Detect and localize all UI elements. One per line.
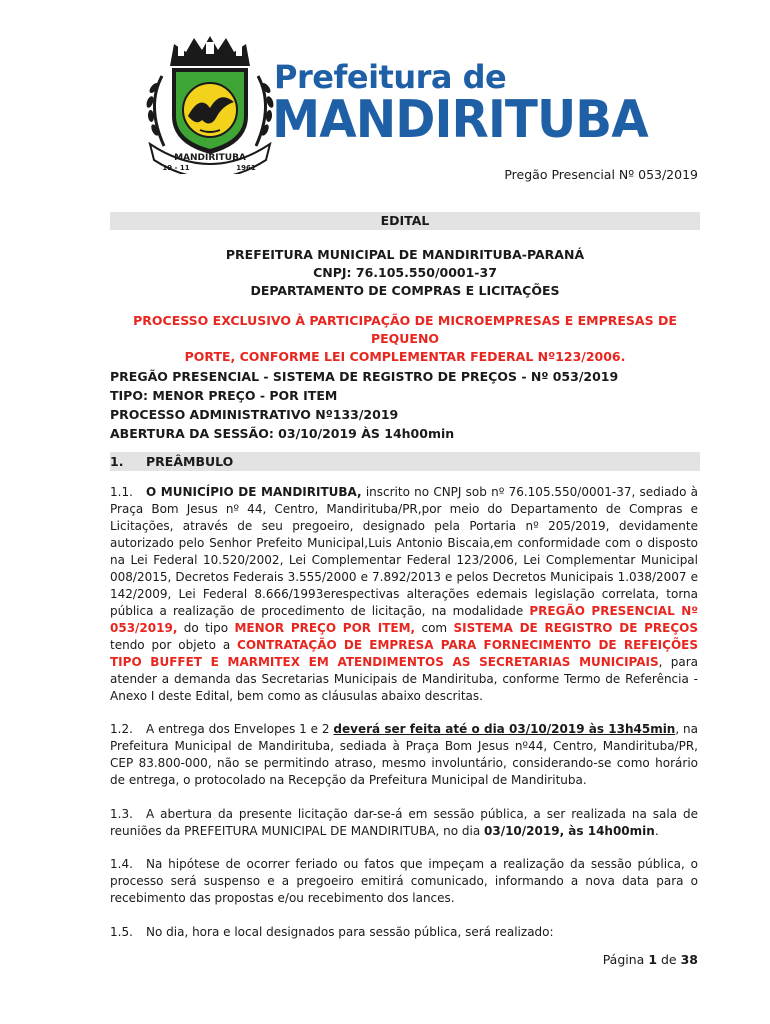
detail-line: PREGÃO PRESENCIAL - SISTEMA DE REGISTRO DE PREÇOS - Nº 053/2019 xyxy=(110,369,619,384)
brand-subtitle: Prefeitura de xyxy=(274,58,507,96)
text: tendo por objeto a xyxy=(110,638,238,652)
exclusive-notice xyxy=(110,312,700,366)
crest-date-left: 19 - 11 xyxy=(162,164,190,172)
org-cnpj: CNPJ: 76.105.550/0001-37 xyxy=(313,265,497,280)
text: , para atender a demanda das Secretarias Municipais de Mandirituba, conforme Termo de Referência - Anexo I deste Edital, bem como as cláusulas abaixo descritas. xyxy=(110,655,698,703)
crest-ribbon-text: MANDIRITUBA xyxy=(174,153,246,163)
organization-block xyxy=(110,246,700,300)
text: inscrito no CNPJ sob nº 76.105.550/0001-37, sediado à Praça Bom Jesus nº 44, Centro, Mandirituba/PR,por meio do Departamento de Compras e Licitações, através de seu pregoeiro, designado pela Portaria nº 205/2019, devidamente autorizado pelo Senhor Prefeito Municipal,Luis Antonio Biscaia,em conformidade com o disposto na Lei Federal 10.520/2002, Lei Complementar Federal 123/2006, Lei Complementar Municipal 008/2015, Decretos Federais 3.555/2000 e 7.892/2013 e pelos Decretos Municipais 1.038/2007 e 142/2009, Lei Federal 8.666/1993erespectivas alterações edemais legislação correlata, torna pública a realização de procedimento de licitação, na modalidade xyxy=(110,485,698,618)
text: A abertura da presente licitação dar-se-á em sessão pública, a ser realizada na sala de reuniões da PREFEITURA MUNICIPAL DE MANDIRITUBA, no dia xyxy=(110,807,698,838)
paragraph-number: 1.1. xyxy=(110,485,133,499)
underlined-text: deverá ser feita até o dia 03/10/2019 às 13h45min xyxy=(333,722,676,736)
paragraph-1-1 xyxy=(110,484,698,705)
section-heading xyxy=(110,452,700,471)
org-name: PREFEITURA MUNICIPAL DE MANDIRITUBA-PARANÁ xyxy=(225,247,585,262)
highlight-text: SISTEMA DE REGISTRO DE PREÇOS xyxy=(453,621,699,635)
text: , na Prefeitura Municipal de Mandirituba, sediada à Praça Bom Jesus nº44, Centro, Mandirituba/PR, CEP 83.800-000, não se permitindo atraso, mesmo involuntário, considerando-se como horário de entrega, o protocolado na Recepção da Prefeitura Municipal de Mandirituba. xyxy=(110,722,698,787)
exclusive-line-1: PROCESSO EXCLUSIVO À PARTICIPAÇÃO DE MICROEMPRESAS E EMPRESAS DE PEQUENO xyxy=(133,313,677,346)
footer-prefix: Página xyxy=(602,952,649,967)
pregao-reference: Pregão Presencial Nº 053/2019 xyxy=(504,167,698,182)
bold-text: O MUNICÍPIO DE MANDIRITUBA, xyxy=(146,485,362,499)
highlight-text: MENOR PREÇO POR ITEM, xyxy=(234,621,416,635)
text: . xyxy=(654,824,659,838)
paragraph-1-2 xyxy=(110,721,698,789)
paragraph-number: 1.3. xyxy=(110,807,133,821)
text: do tipo xyxy=(177,621,235,635)
exclusive-line-2: PORTE, CONFORME LEI COMPLEMENTAR FEDERAL Nº123/2006. xyxy=(184,349,626,364)
text: No dia, hora e local designados para sessão pública, será realizado: xyxy=(146,925,554,939)
paragraph-1-5 xyxy=(110,924,698,941)
text: A entrega dos Envelopes 1 e 2 xyxy=(146,722,334,736)
page-footer xyxy=(603,952,698,967)
paragraph-number: 1.4. xyxy=(110,857,133,871)
paragraph-1-3 xyxy=(110,806,698,840)
detail-line: PROCESSO ADMINISTRATIVO Nº133/2019 xyxy=(110,407,399,422)
detail-line: TIPO: MENOR PREÇO - POR ITEM xyxy=(110,388,338,403)
paragraph-number: 1.5. xyxy=(110,925,133,939)
text: Na hipótese de ocorrer feriado ou fatos que impeçam a realização da sessão pública, o processo será suspenso e a pregoeiro emitirá comunicado, informando a nova data para o recebimento das propostas e/ou recebimento dos lances. xyxy=(110,857,698,905)
total-pages: 38 xyxy=(680,952,698,967)
org-department: DEPARTAMENTO DE COMPRAS E LICITAÇÕES xyxy=(250,283,560,298)
process-details xyxy=(110,367,700,443)
crest-date-right: 1961 xyxy=(236,164,256,172)
header xyxy=(140,36,700,176)
text: com xyxy=(415,621,454,635)
brand-title: MANDIRITUBA xyxy=(272,90,648,150)
paragraph-number: 1.2. xyxy=(110,722,133,736)
section-title: PREÂMBULO xyxy=(146,454,234,469)
edital-title: EDITAL xyxy=(110,212,700,230)
highlight-text: CONTRATAÇÃO DE EMPRESA PARA FORNECIMENTO DE REFEIÇÕES TIPO BUFFET E MARMITEX EM ATENDIMENTOS AS SECRETARIAS MUNICIPAIS xyxy=(110,638,698,669)
bold-text: 03/10/2019, às 14h00min xyxy=(484,824,655,838)
detail-line: ABERTURA DA SESSÃO: 03/10/2019 ÀS 14h00min xyxy=(110,426,455,441)
municipal-crest-icon xyxy=(140,36,280,174)
footer-mid: de xyxy=(657,952,681,967)
highlight-text: PREGÃO PRESENCIAL Nº 053/2019, xyxy=(110,604,698,635)
current-page: 1 xyxy=(648,952,658,967)
section-number: 1. xyxy=(110,454,124,469)
paragraph-1-4 xyxy=(110,856,698,907)
